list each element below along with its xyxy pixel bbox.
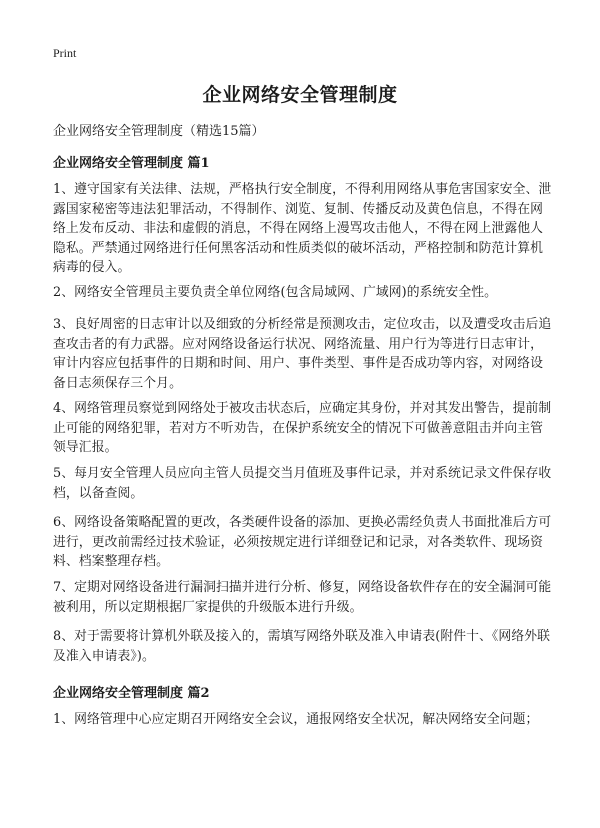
page-title: 企业网络安全管理制度 bbox=[202, 84, 398, 106]
paragraph: 7、定期对网络设备进行漏洞扫描并进行分析、修复，网络设备软件存在的安全漏洞可能被利用，所以定期根据厂家提供的升级版本进行升级。 bbox=[53, 580, 552, 615]
paragraph: 8、对于需要将计算机外联及接入的，需填写网络外联及准入申请表(附件十、《网络外联及准入申请表》)。 bbox=[53, 629, 551, 664]
paragraph: 2、网络安全管理员主要负责全单位网络(包含局域网、广域网)的系统安全性。 bbox=[53, 285, 498, 300]
document-subtitle: 企业网络安全管理制度（精选15篇） bbox=[53, 124, 265, 139]
paragraph: 5、每月安全管理人员应向主管人员提交当月值班及事件记录，并对系统记录文件保存收档，以备查阅。 bbox=[53, 466, 552, 501]
paragraph: 3、良好周密的日志审计以及细致的分析经常是预测攻击，定位攻击，以及遭受攻击后追查攻击者的有力武器。应对网络设备运行状况、网络流量、用户行为等进行日志审计，审计内容应包括事件的日期和时间、用户、事件类型、事件是否成功等内容，对网络设备日志须保存三个月。 bbox=[53, 317, 552, 391]
paragraph: 1、网络管理中心应定期召开网络安全会议，通报网络安全状况，解决网络安全问题； bbox=[53, 712, 539, 727]
paragraph: 4、网络管理员察觉到网络处于被攻击状态后，应确定其身份，并对其发出警告，提前制止可能的网络犯罪，若对方不听劝告，在保护系统安全的情况下可做善意阻击并向主管领导汇报。 bbox=[53, 401, 552, 455]
print-link[interactable]: Print bbox=[53, 46, 77, 60]
section-heading-2: 企业网络安全管理制度 篇2 bbox=[53, 686, 210, 701]
section-heading-1: 企业网络安全管理制度 篇1 bbox=[53, 156, 210, 171]
paragraph: 6、网络设备策略配置的更改，各类硬件设备的添加、更换必需经负责人书面批准后方可进行，更改前需经过技术验证，必须按规定进行详细登记和记录，对各类软件、现场资料、档案整理存档。 bbox=[53, 515, 552, 569]
paragraph: 1、遵守国家有关法律、法规，严格执行安全制度，不得利用网络从事危害国家安全、泄露国家秘密等违法犯罪活动，不得制作、浏览、复制、传播反动及黄色信息，不得在网络上发布反动、非法和虚假的消息，不得在网络上漫骂攻击他人，不得在网上泄露他人隐私。严禁通过网络进行任何黑客活动和性质类似的破坏活动，严格控制和防范计算机病毒的侵入。 bbox=[53, 182, 552, 275]
